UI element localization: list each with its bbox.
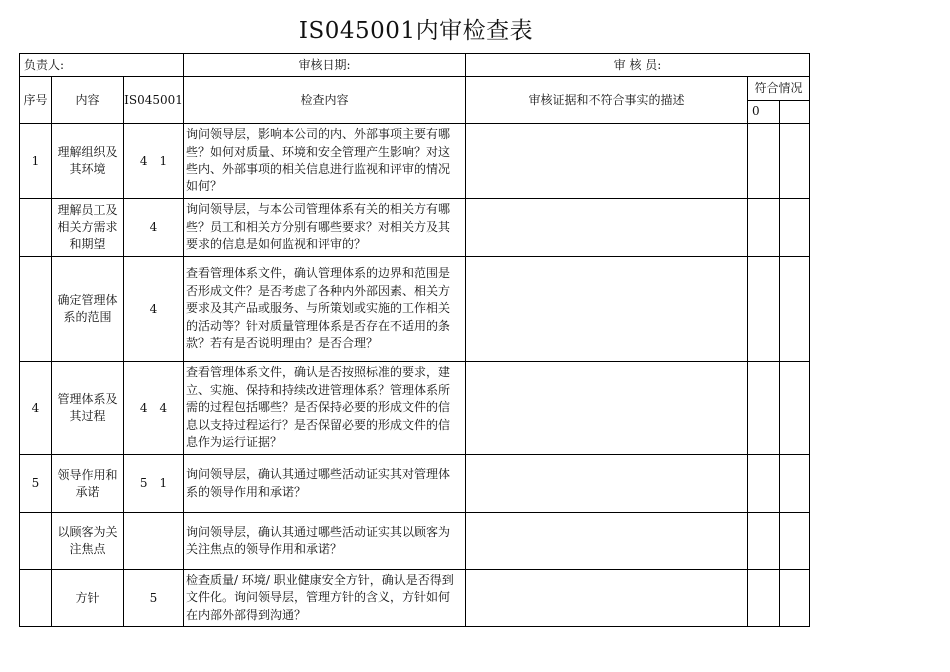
row-conformity-cell[interactable] — [780, 513, 810, 570]
row-evidence-cell[interactable] — [466, 455, 748, 513]
row-evidence-cell[interactable] — [466, 570, 748, 627]
row-content: 确定管理体系的范围 — [52, 257, 124, 362]
row-clause: 5 1 — [124, 455, 184, 513]
row-clause: 5 — [124, 570, 184, 627]
row-conformity-cell[interactable] — [780, 124, 810, 199]
row-seq — [20, 570, 52, 627]
row-conformity-cell[interactable] — [748, 257, 780, 362]
content-header: 内容 — [52, 77, 124, 124]
owner-label[interactable]: 负责人: — [20, 54, 184, 77]
row-check: 询问领导层，与本公司管理体系有关的相关方有哪些？员工和相关方分别有哪些要求？对相关方及其要求的信息是如何监视和评审的？ — [184, 199, 466, 257]
table-row — [20, 362, 810, 455]
table-row — [20, 257, 810, 362]
table-row — [20, 455, 810, 513]
row-conformity-cell[interactable] — [748, 362, 780, 455]
row-content: 以顾客为关注焦点 — [52, 513, 124, 570]
evidence-header: 审核证据和不符合事实的描述 — [466, 77, 748, 124]
row-seq: 1 — [20, 124, 52, 199]
row-check: 查看管理体系文件，确认是否按照标准的要求，建立、实施、保持和持续改进管理体系？管理体系所需的过程包括哪些？是否保持必要的形成文件的信息以支持过程运行？是否保留必要的形成文件的信息作为运行证据？ — [184, 362, 466, 455]
row-seq — [20, 513, 52, 570]
row-content: 管理体系及其过程 — [52, 362, 124, 455]
table-row — [20, 570, 810, 627]
row-clause — [124, 513, 184, 570]
row-conformity-cell[interactable] — [748, 513, 780, 570]
row-clause: 4 1 — [124, 124, 184, 199]
conformity-sub-header-2 — [780, 100, 810, 124]
row-evidence-cell[interactable] — [466, 124, 748, 199]
row-seq: 4 — [20, 362, 52, 455]
row-content: 理解组织及其环境 — [52, 124, 124, 199]
row-conformity-cell[interactable] — [780, 362, 810, 455]
row-conformity-cell[interactable] — [748, 124, 780, 199]
row-check: 询问领导层，影响本公司的内、外部事项主要有哪些？如何对质量、环境和安全管理产生影响？对这些内、外部事项的相关信息进行监视和评审的情况如何？ — [184, 124, 466, 199]
table-row — [20, 124, 810, 199]
row-seq — [20, 199, 52, 257]
row-content: 方针 — [52, 570, 124, 627]
row-conformity-cell[interactable] — [748, 570, 780, 627]
row-clause: 4 — [124, 257, 184, 362]
page-title: IS045001内审检查表 — [298, 18, 534, 44]
check-header: 检查内容 — [184, 77, 466, 124]
row-conformity-cell[interactable] — [780, 199, 810, 257]
row-seq — [20, 257, 52, 362]
seq-header: 序号 — [20, 77, 52, 124]
row-check: 询问领导层，确认其通过哪些活动证实其以顾客为关注焦点的领导作用和承诺？ — [184, 513, 466, 570]
column-header-row — [20, 77, 810, 101]
row-conformity-cell[interactable] — [748, 199, 780, 257]
conformity-header: 符合情况 — [748, 77, 810, 101]
row-evidence-cell[interactable] — [466, 362, 748, 455]
row-evidence-cell[interactable] — [466, 199, 748, 257]
row-conformity-cell[interactable] — [780, 257, 810, 362]
row-check: 查看管理体系文件，确认管理体系的边界和范围是否形成文件？是否考虑了各种内外部因素、相关方要求及其产品或服务、与所策划或实施的工作相关的活动等？针对质量管理体系是否存在不适用的条款？若有是否说明理由？是否合理？ — [184, 257, 466, 362]
table-row — [20, 199, 810, 257]
clause-header: IS045001 — [124, 77, 184, 124]
row-clause: 4 — [124, 199, 184, 257]
table-row — [20, 513, 810, 570]
row-check: 询问领导层，确认其通过哪些活动证实其对管理体系的领导作用和承诺？ — [184, 455, 466, 513]
row-conformity-cell[interactable] — [780, 570, 810, 627]
row-check: 检查质量/ 环境/ 职业健康安全方针，确认是否得到文件化。询问领导层，管理方针的含义，方针如何在内部外部得到沟通？ — [184, 570, 466, 627]
row-content: 领导作用和承诺 — [52, 455, 124, 513]
conformity-sub-header-1: 0 — [748, 100, 780, 124]
row-seq: 5 — [20, 455, 52, 513]
row-evidence-cell[interactable] — [466, 513, 748, 570]
row-content: 理解员工及相关方需求和期望 — [52, 199, 124, 257]
auditor-label[interactable]: 审 核 员: — [466, 54, 810, 77]
row-conformity-cell[interactable] — [748, 455, 780, 513]
audit-checklist-table — [19, 53, 810, 627]
header-info-row — [20, 54, 810, 77]
row-evidence-cell[interactable] — [466, 257, 748, 362]
audit-date-label[interactable]: 审核日期: — [184, 54, 466, 77]
row-conformity-cell[interactable] — [780, 455, 810, 513]
row-clause: 4 4 — [124, 362, 184, 455]
